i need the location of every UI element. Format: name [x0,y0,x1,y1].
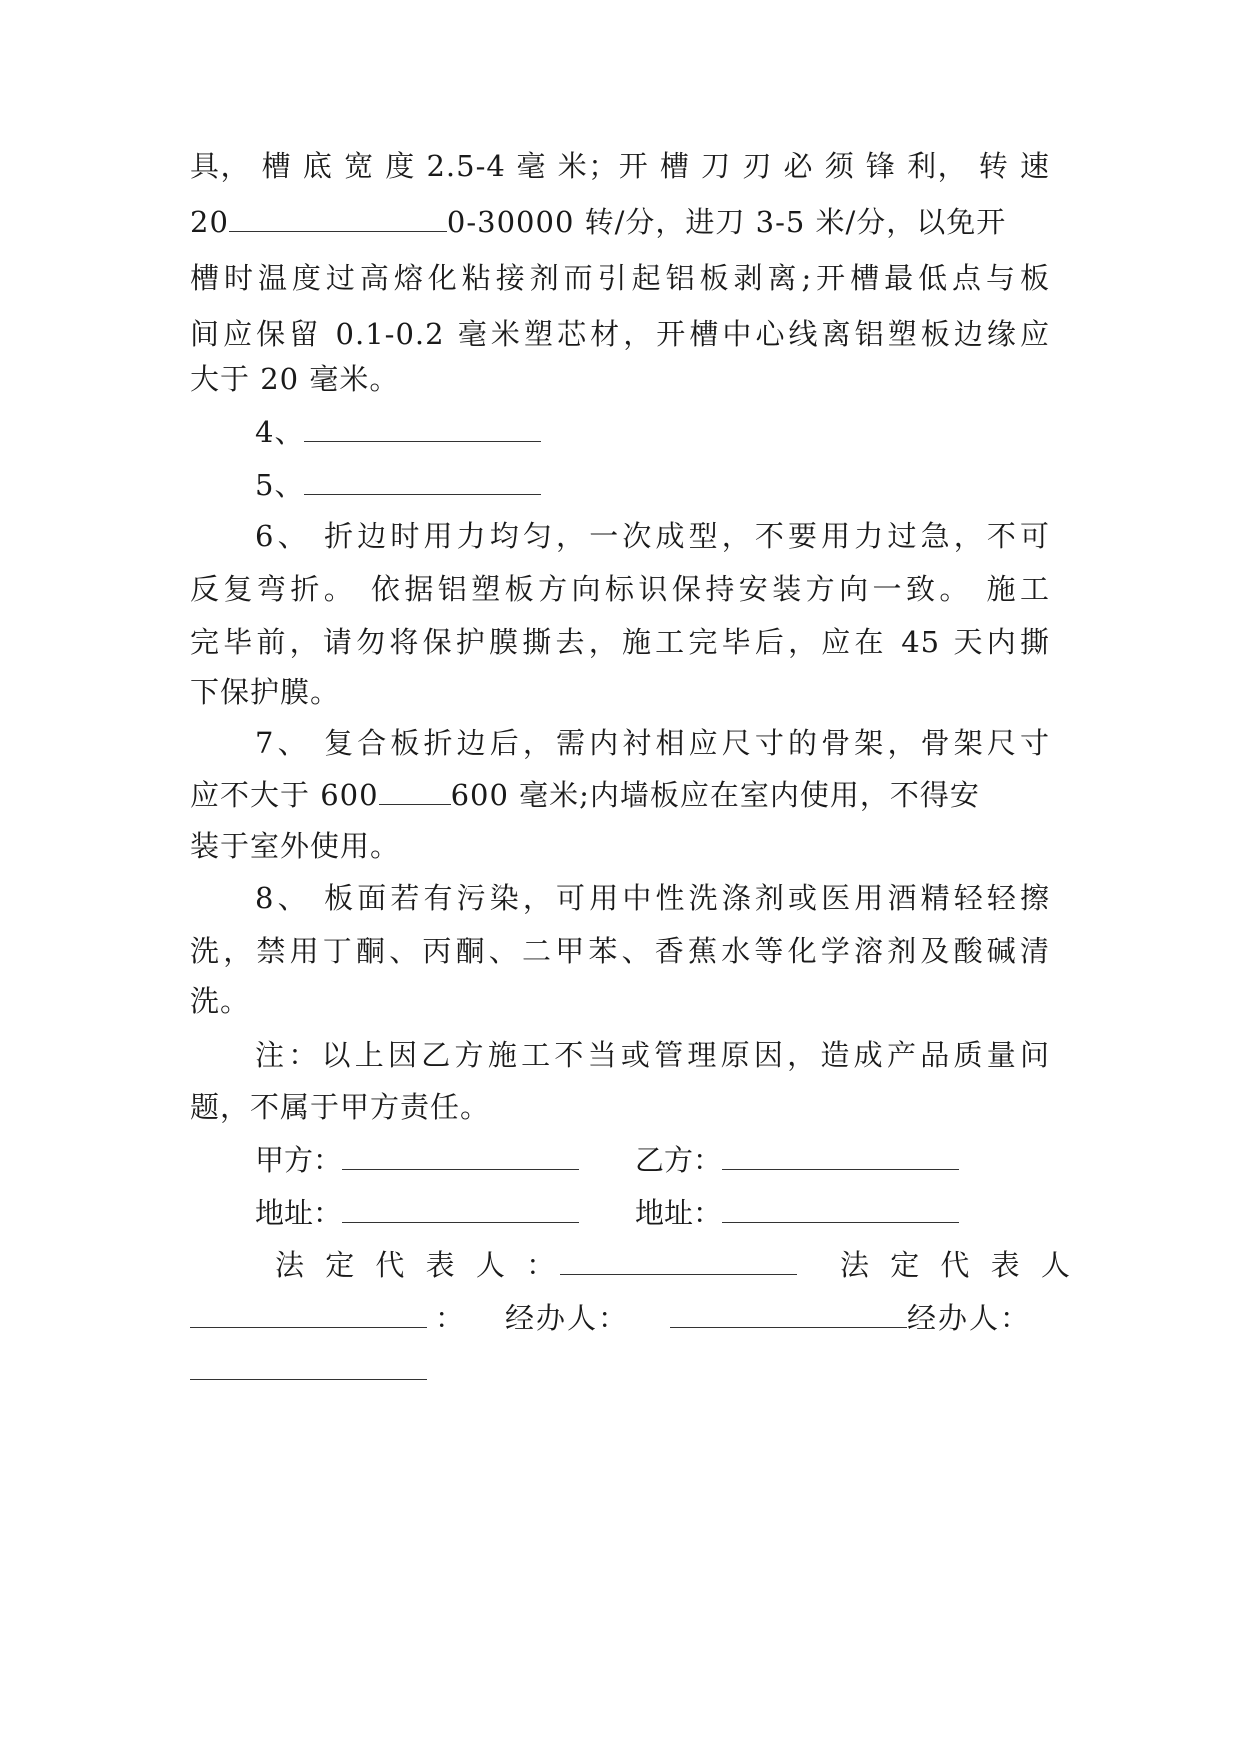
paragraph-line: 完毕前，请勿将保护膜撕去，施工完毕后，应在 45 天内撕 [190,625,1050,659]
line-text: 应不大于 600 [190,778,379,812]
address-a-label: 地址： [255,1196,343,1230]
paragraph-line: 反复弯折。 依据铝塑板方向标识保持安装方向一致。 施工 [190,572,1050,606]
paragraph-line [190,775,1050,815]
paragraph-line: 7、 复合板折边后，需内衬相应尺寸的骨架，骨架尺寸 [255,726,1050,760]
paragraph-line: 洗。 [190,984,251,1018]
party-a-label: 甲方： [255,1143,343,1177]
paragraph-line: 间应保留 0.1-0.2 毫米塑芯材，开槽中心线离铝塑板边缘应 [190,317,1050,351]
line-text: 0-30000 转/分，进刀 3-5 米/分，以免开 [446,205,1007,239]
paragraph-line [190,202,1050,242]
paragraph-line: 槽时温度过高熔化粘接剂而引起铝板剥离;开槽最低点与板 [190,261,1050,295]
party-b-blank[interactable] [722,1141,959,1170]
party-a-row [255,1140,579,1180]
paragraph-line: 8、 板面若有污染，可用中性洗涤剂或医用酒精轻轻擦 [255,881,1050,915]
legal-rep-a-row [560,1245,797,1285]
fill-blank [304,415,541,442]
legal-rep-a-blank[interactable] [560,1246,797,1275]
agent-a-blank[interactable] [670,1299,907,1328]
item-4 [255,412,1050,452]
agent-b-blank[interactable] [190,1351,427,1380]
fill-blank [229,205,447,232]
legal-rep-b-label: 法 定 代 表 人 [840,1248,1076,1282]
line-text: 20 [190,205,229,239]
agent-a-row [505,1298,629,1338]
item-5 [255,465,1050,505]
agent-a-blank-row [670,1298,1031,1338]
fill-blank [379,778,451,805]
paragraph-line: 下保护膜。 [190,675,341,709]
party-a-blank[interactable] [342,1141,579,1170]
agent-b-label: 经办人： [907,1301,1032,1335]
address-b-blank[interactable] [722,1194,959,1223]
party-b-label: 乙方： [635,1143,723,1177]
paragraph-line: 具， 槽 底 宽 度 2.5-4 毫 米；开 槽 刀 刃 必 须 锋 利， 转 速 [190,149,1050,183]
colon-label: ： [435,1301,465,1335]
paragraph-line: 装于室外使用。 [190,829,401,863]
address-a-blank[interactable] [342,1194,579,1223]
fill-blank [304,468,541,495]
paragraph-line: 6、 折边时用力均匀，一次成型，不要用力过急，不可 [255,519,1050,553]
address-b-label: 地址： [635,1196,723,1230]
legal-rep-b-row [190,1298,464,1338]
item-number: 5、 [255,468,305,502]
agent-b-row [190,1350,427,1390]
address-a-row [255,1193,579,1233]
note-line: 题，不属于甲方责任。 [190,1090,491,1124]
party-b-row [635,1140,959,1180]
address-b-row [635,1193,959,1233]
legal-rep-b-blank[interactable] [190,1299,427,1328]
agent-a-label: 经办人： [505,1301,630,1335]
legal-rep-a-label: 法 定 代 表 人 ： [275,1248,562,1282]
note-line: 注：以上因乙方施工不当或管理原因，造成产品质量问 [255,1038,1050,1072]
item-number: 4、 [255,415,305,449]
paragraph-line: 大于 20 毫米。 [190,362,400,396]
line-text: 600 毫米;内墙板应在室内使用，不得安 [450,778,980,812]
paragraph-line: 洗，禁用丁酮、丙酮、二甲苯、香蕉水等化学溶剂及酸碱清 [190,934,1050,968]
